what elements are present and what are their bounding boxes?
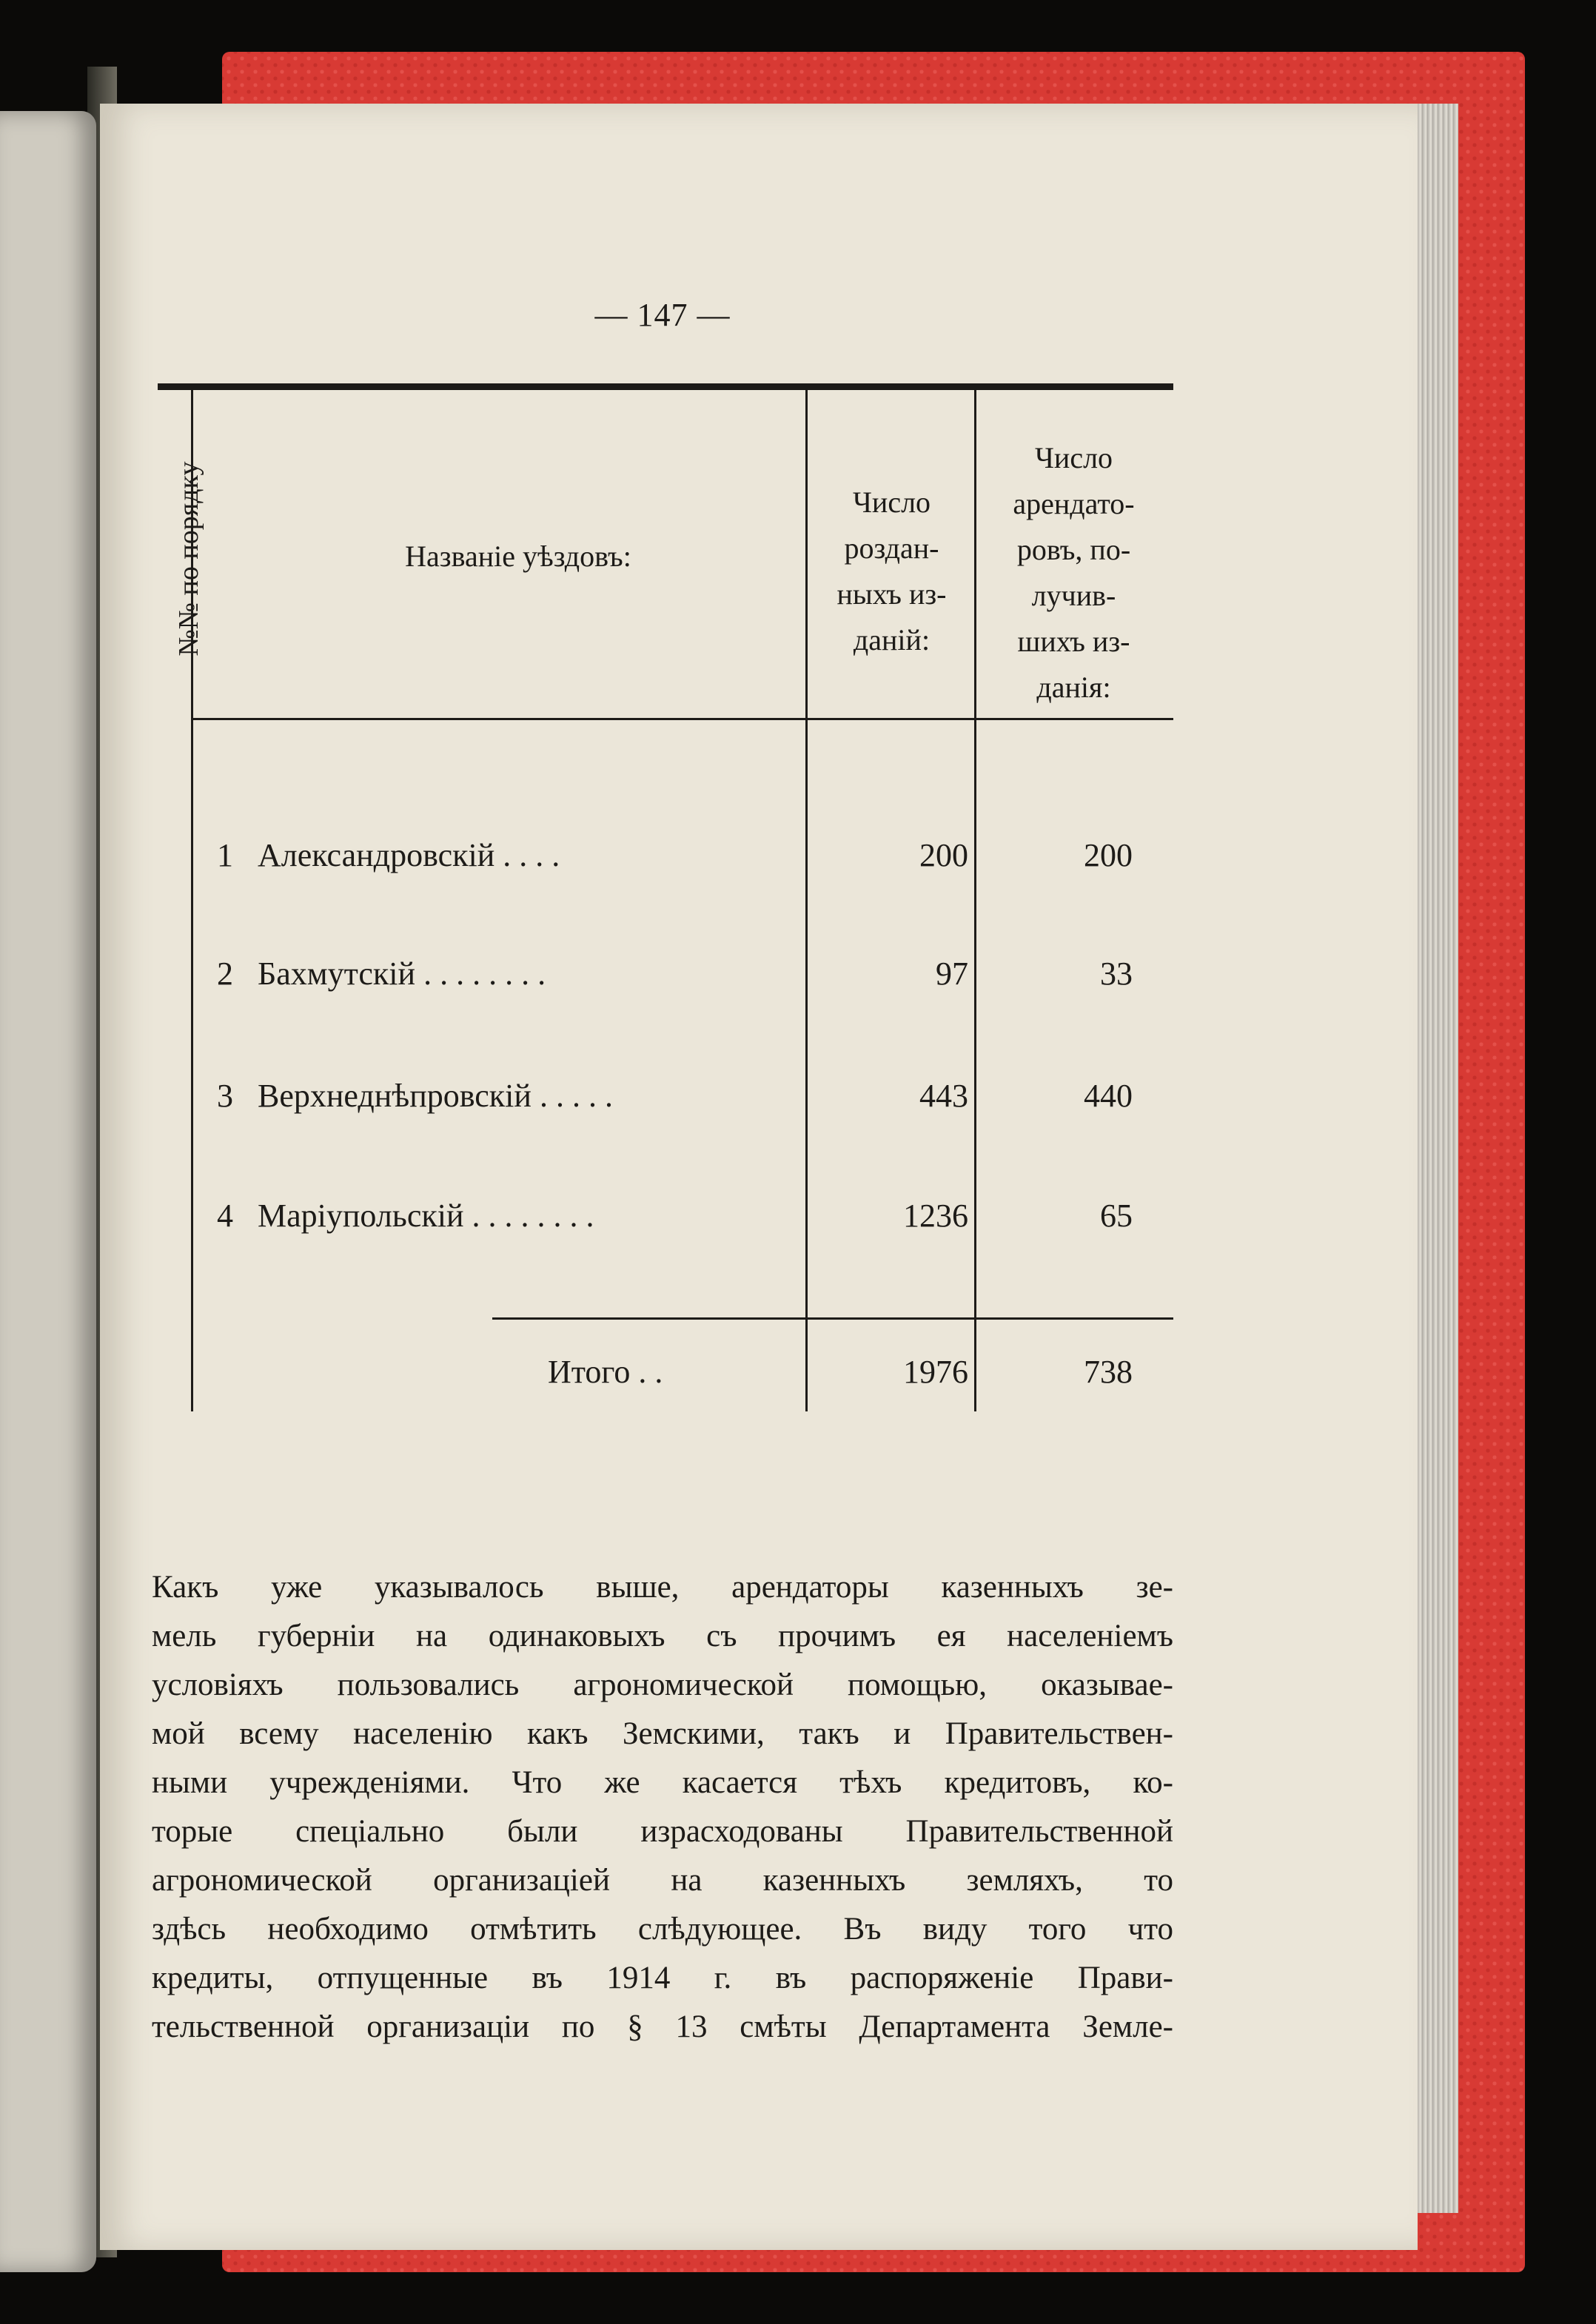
district-name: Бахмутскій . . . . . . . . [258,956,546,992]
table-row [0,1197,1596,1241]
issued-value: 200 [919,837,968,873]
total-label: Итого . . [548,1354,663,1390]
table-header-rule [191,718,1173,720]
header-line: лучив- [1031,579,1116,612]
header-issued [808,480,975,663]
page-number: — 147 — [594,297,731,333]
header-line: Число [852,486,931,519]
header-tenants [976,435,1172,711]
district-name: Маріупольскій . . . . . . . . [258,1198,594,1234]
total-row [0,1353,1596,1397]
district-name: Верхнеднѣпровскій . . . . . [258,1078,613,1114]
tenants-value: 65 [1100,1198,1133,1234]
row-index: 1 [217,837,233,873]
paragraph-line: мой всему населенію какъ Земскими, такъ и Правительствен- [152,1716,1173,1751]
total-issued: 1976 [903,1354,968,1390]
paragraph-line: здѣсь необходимо отмѣтить слѣдующее. Въ виду того что [152,1912,1173,1947]
paragraph-line: условіяхъ пользовались агрономической помощью, оказывае- [152,1668,1173,1702]
paragraph-line: агрономической организаціей на казенныхъ земляхъ, то [152,1863,1173,1898]
header-line: арендато- [1013,487,1135,520]
row-index: 2 [217,956,233,992]
header-line: шихъ из- [1017,625,1130,658]
header-number: №№ по порядку [173,461,204,656]
issued-value: 97 [936,956,968,992]
paragraph-line: торые спеціально были израсходованы Правительственной [152,1814,1173,1849]
tenants-value: 33 [1100,956,1133,992]
table-row [0,1077,1596,1121]
header-line: ровъ, по- [1016,533,1131,566]
header-line: ныхъ из- [836,577,947,611]
paragraph-line: тельственной организаціи по § 13 смѣты Департамента Земле- [152,2009,1173,2044]
sum-rule [492,1317,1173,1320]
row-index: 3 [217,1078,233,1114]
header-name: Названіе уѣздовъ: [405,540,631,573]
paragraph-line: кредиты, отпущенные въ 1914 г. въ распоряженіе Прави- [152,1961,1173,1995]
table-top-rule [158,383,1173,390]
header-line: даній: [853,623,931,656]
issued-value: 443 [919,1078,968,1114]
header-line: Число [1034,441,1113,474]
tenants-value: 440 [1084,1078,1133,1114]
header-line: роздан- [844,531,939,565]
header-line: данія: [1036,671,1111,704]
issued-value: 1236 [903,1198,968,1234]
table-row [0,955,1596,999]
table-row [0,836,1596,881]
paragraph-line: ными учрежденіями. Что же касается тѣхъ кредитовъ, ко- [152,1765,1173,1800]
tenants-value: 200 [1084,837,1133,873]
body-paragraph [152,1563,1173,2052]
row-index: 4 [217,1198,233,1234]
total-tenants: 738 [1084,1354,1133,1390]
paragraph-line: Какъ уже указывалось выше, арендаторы казенныхъ зе- [152,1570,1173,1605]
district-name: Александровскій . . . . [258,837,560,873]
paragraph-line: мель губерніи на одинаковыхъ съ прочимъ ея населеніемъ [152,1619,1173,1653]
